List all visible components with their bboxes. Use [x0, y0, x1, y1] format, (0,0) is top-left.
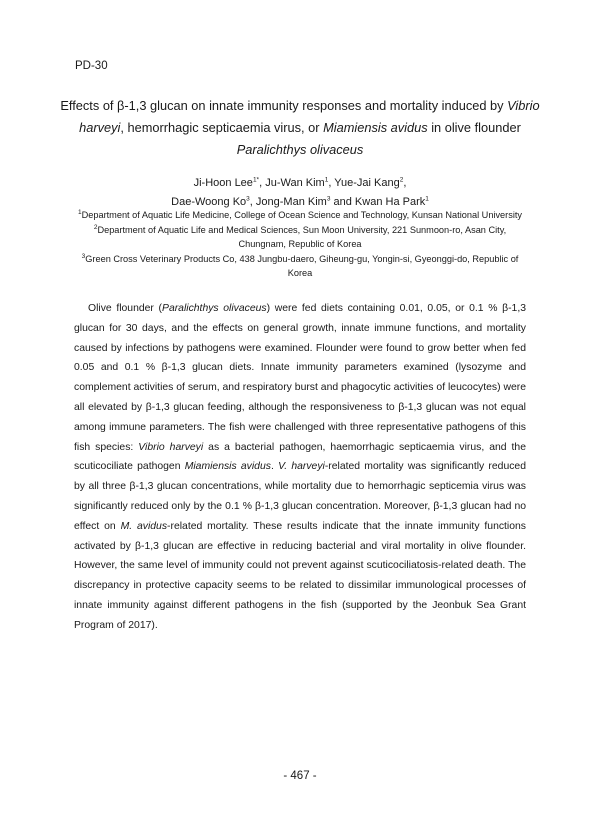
affiliation-text: Green Cross Veterinary Products Co, 438 Jungbu-daero, Giheung-gu, Yongin-si, Gyeonggi-do, Republic of Korea — [85, 253, 519, 278]
author-affiliation-mark: 2 — [399, 176, 404, 184]
affiliation — [70, 252, 530, 281]
affiliation-number: 2 — [93, 223, 98, 231]
title-species-paralichthys: Paralichthys olivaceus — [236, 142, 364, 157]
author-name: Ju-Wan Kim — [265, 177, 325, 189]
author-affiliation-mark: 1* — [252, 176, 260, 184]
author-list — [60, 174, 540, 212]
author-name: Jong-Man Kim — [255, 196, 327, 208]
abstract-species: Paralichthys olivaceus — [162, 303, 267, 314]
paper-title — [60, 95, 540, 161]
author-affiliation-mark: 3 — [246, 195, 250, 203]
title-species-miamiensis: Miamiensis avidus — [323, 120, 428, 135]
title-text: , hemorrhagic septicaemia virus, or — [120, 120, 324, 135]
author-affiliation-mark: 3 — [326, 195, 331, 203]
abstract-text: as a bacterial pathogen, haemorrhagic septicaemia virus, and the scuticociliate pathogen — [74, 441, 526, 473]
affiliation-text: Department of Aquatic Life and Medical Sciences, Sun Moon University, 221 Sunmoon-ro, Asan City, Chungnam, Republic of Korea — [97, 224, 507, 249]
title-text: Effects of β-1,3 glucan on innate immunity responses and mortality induced by — [60, 98, 508, 113]
abstract-species: M. avidus — [120, 520, 168, 532]
author-separator: , — [328, 177, 335, 189]
affiliation-number: 3 — [81, 252, 86, 260]
abstract-species: V. harveyi — [278, 461, 325, 473]
title-text: in olive flounder — [427, 120, 521, 135]
affiliation — [70, 208, 530, 223]
affiliation-number: 1 — [77, 208, 82, 216]
author-name: Dae-Woong Ko — [171, 196, 247, 208]
author-separator: , — [249, 196, 256, 208]
author-affiliation-mark: 1 — [324, 176, 329, 184]
abstract-text: Olive flounder ( — [88, 303, 163, 314]
author-name: Ji-Hoon Lee — [193, 177, 253, 189]
session-code: PD-30 — [75, 60, 108, 72]
abstract-paragraph — [74, 299, 526, 636]
author-affiliation-mark: 1 — [425, 195, 429, 203]
affiliation — [70, 223, 530, 252]
affiliation-list — [70, 208, 530, 281]
abstract-species: Miamiensis avidus — [184, 461, 271, 473]
author-separator: and — [330, 196, 355, 208]
title-species-vibrio: Vibrio harveyi — [79, 98, 540, 135]
author-name: Kwan Ha Park — [354, 196, 426, 208]
abstract-text: -related mortality was significantly reduced by all three β-1,3 glucan concentrations, while mortality due to hemorrhagic septicemia virus was significantly reduced only by the 0.1 % β-1,3 glucan concentration. Moreover, β-1,3 glucan had no effect on — [74, 461, 526, 532]
author-name: Yue-Jai Kang — [334, 177, 400, 189]
abstract-text: -related mortality. These results indicate that the innate immunity functions activated by β-1,3 glucan are effective in reducing bacterial and viral mortality in olive flounder. However, the same level of immunity could not prevent against scuticociliatosis-related death. The discrepancy in protective capacity seems to be related to dissimilar immunological processes of innate immunity against different pathogens in the fish (supported by the Jeonbuk Sea Grant Program of 2017). — [74, 520, 526, 631]
abstract-text: ) were fed diets containing 0.01, 0.05, or 0.1 % β-1,3 glucan for 30 days, and the effects on general growth, innate immune functions, and mortality caused by infections by pathogens were examined. Flounder were found to grow better when fed 0.05 and 0.1 % β-1,3 glucan diets. Innate immunity parameters examined (lysozyme and complement activities of serum, and respiratory burst and phagocytic activities of leucocytes) were all elevated by β-1,3 glucan feeding, although the responsiveness to β-1,3 glucan was not equal among immune parameters. The fish were challenged with three representative pathogens of this fish species: — [74, 303, 526, 453]
page-number: - 467 - — [283, 770, 317, 782]
abstract-species: Vibrio harveyi — [138, 441, 204, 453]
author-separator: , — [403, 177, 407, 189]
abstract-text: . — [270, 461, 279, 473]
affiliation-text: Department of Aquatic Life Medicine, College of Ocean Science and Technology, Kunsan National University — [81, 210, 523, 220]
author-separator: , — [259, 177, 266, 189]
